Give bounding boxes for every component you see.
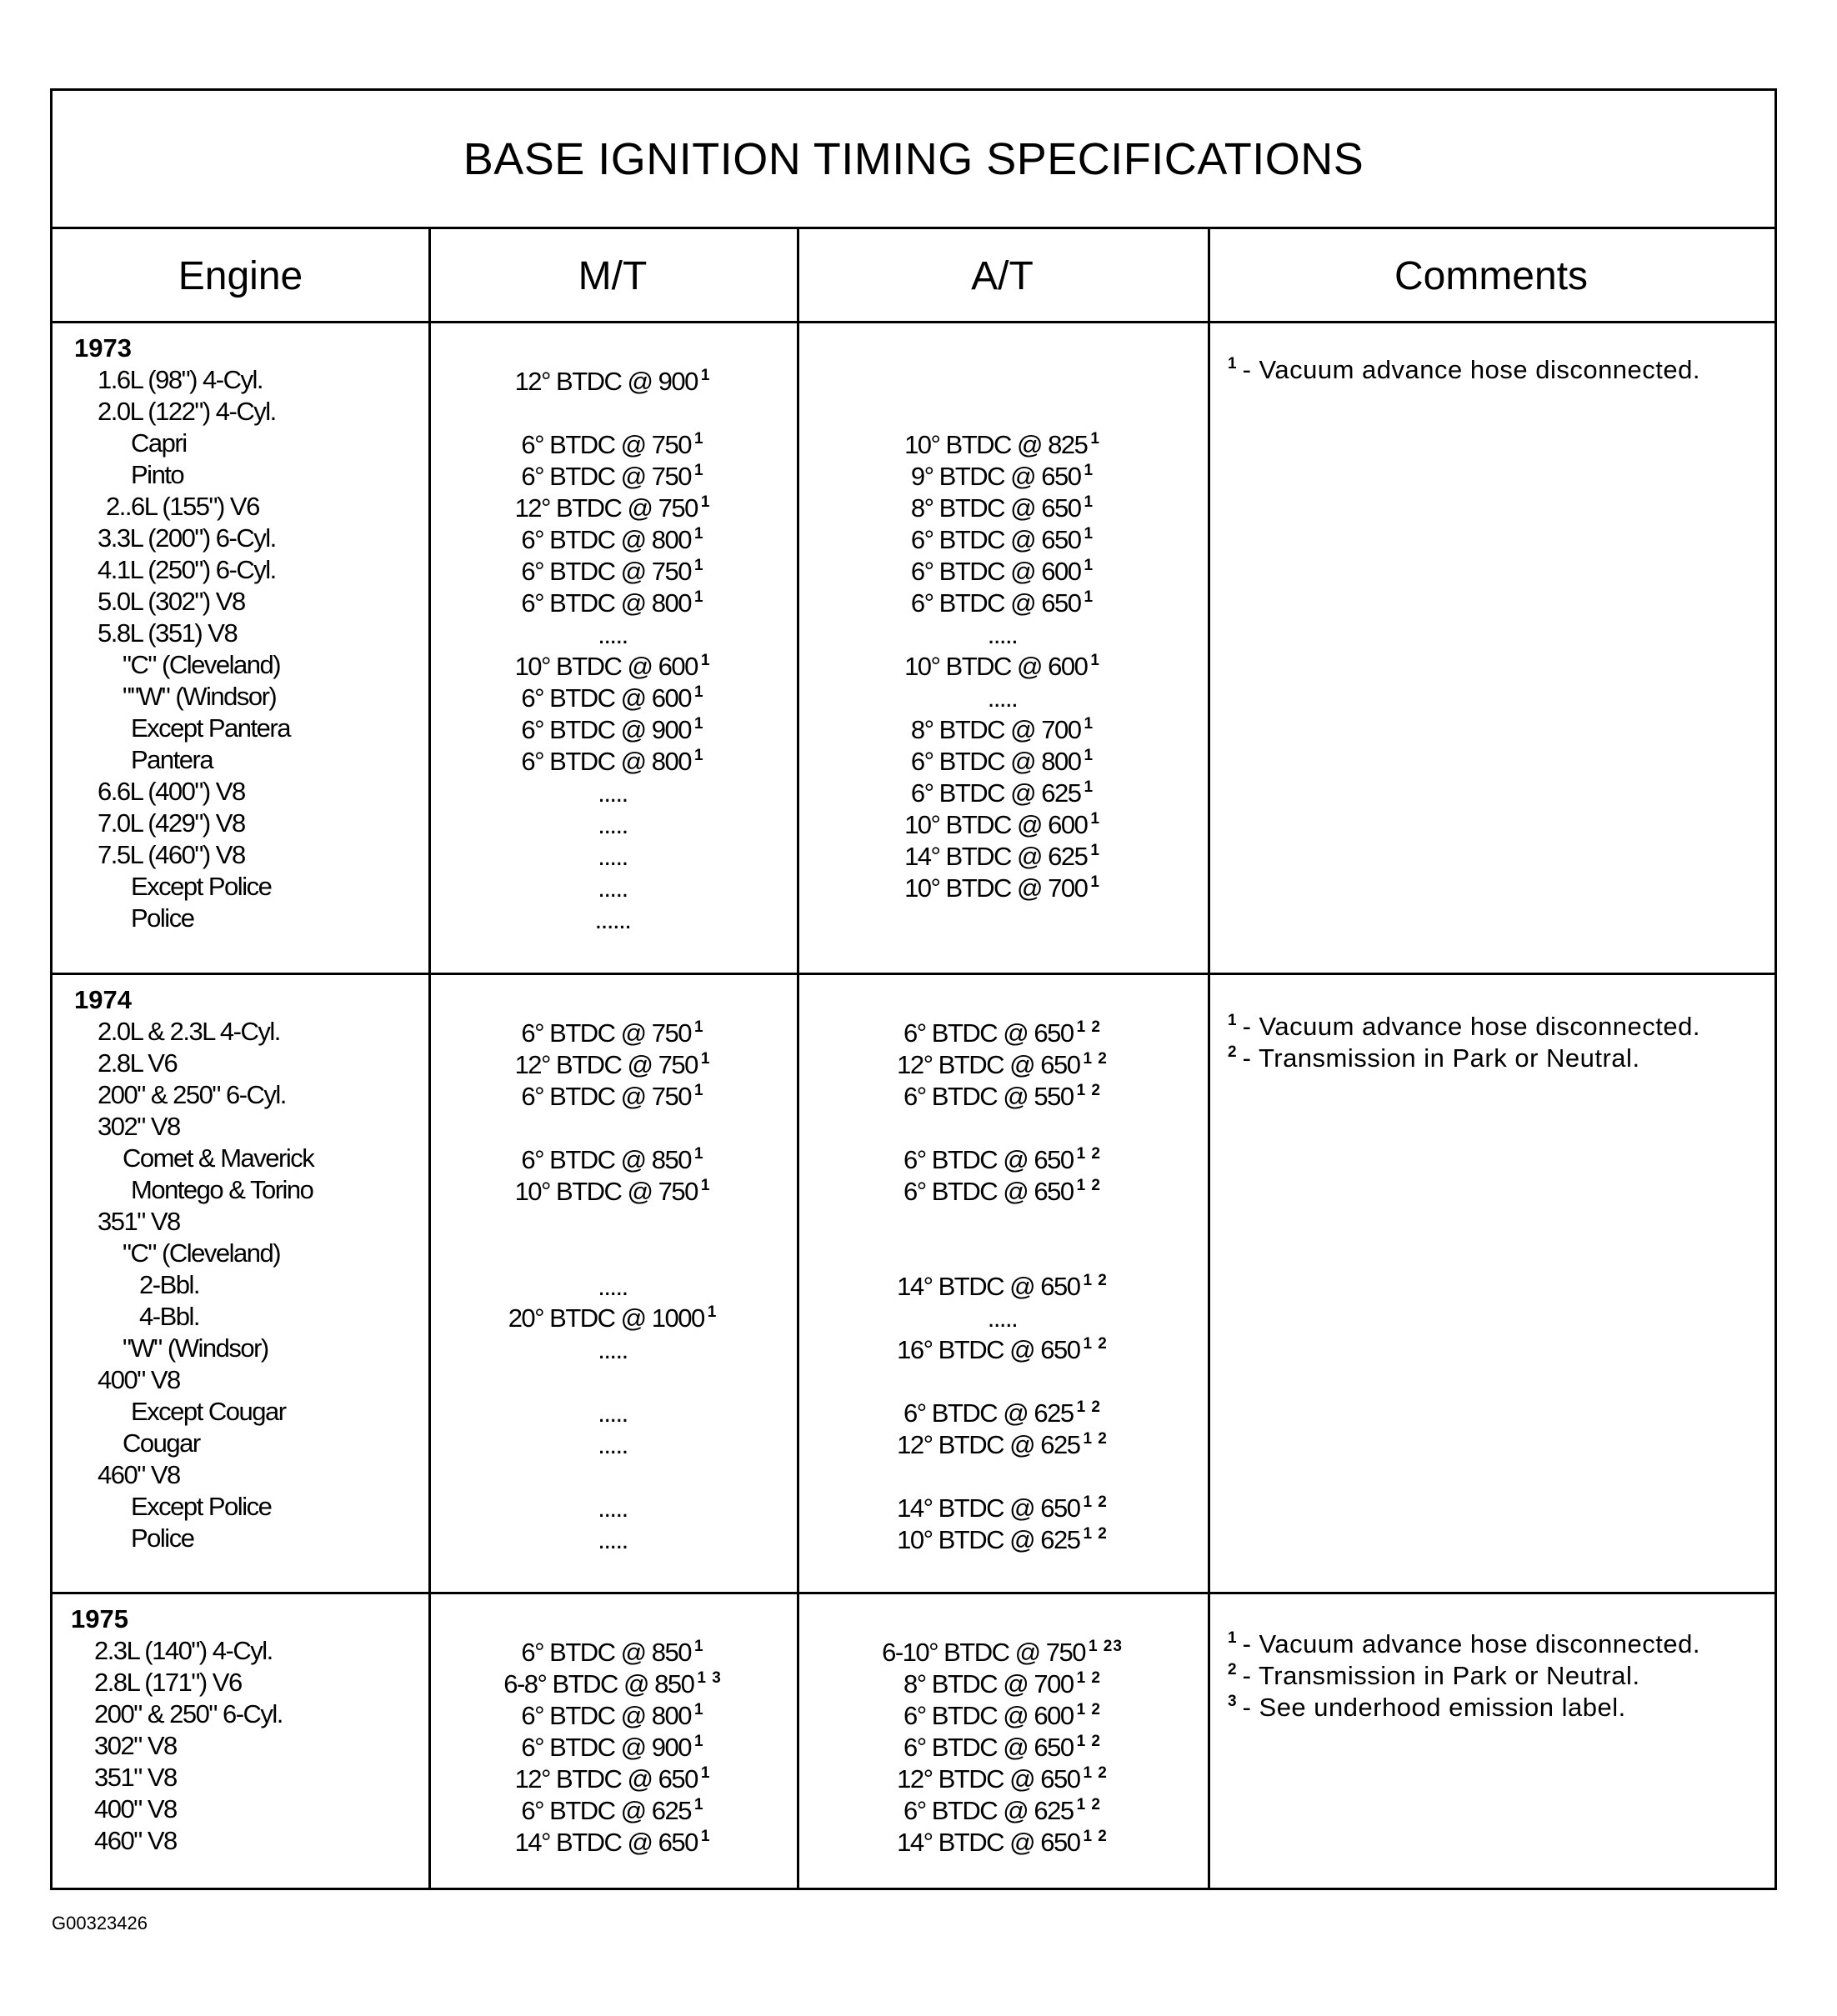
mt-timing-cell [428,429,797,461]
mt-column [428,366,797,936]
mt-timing-value: 6° BTDC @ 900 [521,1733,691,1762]
comment-text: - Vacuum advance hose disconnected. [1242,1012,1700,1041]
mt-timing-cell [428,1429,797,1461]
mt-timing-value: ..... [598,1335,628,1364]
at-timing-cell [797,398,1208,429]
footnote-ref: 1 [700,1177,711,1194]
at-timing-value: 10° BTDC @ 625 [897,1525,1080,1554]
mt-timing-cell [428,1524,797,1556]
at-timing-cell [797,1795,1208,1827]
footnote-ref: 1 [693,1082,704,1099]
mt-timing-cell [428,1827,797,1858]
engine-name: "W" (Windsor) [123,1333,268,1363]
engine-name: 2.3L (140") 4-Cyl. [94,1636,273,1665]
footnote-ref: 1 2 [1083,1828,1108,1845]
at-timing-cell [797,429,1208,461]
mt-timing-cell [428,493,797,524]
engine-name: 460" V8 [98,1460,180,1489]
comments-column [1228,1011,1769,1074]
at-timing-value: 14° BTDC @ 650 [897,1493,1080,1523]
engine-name: 4.1L (250") 6-Cyl. [98,555,276,584]
mt-timing-cell [428,1398,797,1429]
mt-timing-value: 6° BTDC @ 750 [521,557,691,586]
mt-timing-cell [428,1461,797,1493]
footnote-ref: 1 2 [1076,1177,1101,1194]
mt-timing-cell [428,556,797,588]
mt-timing-cell [428,746,797,778]
mt-timing-cell [428,1239,797,1271]
section-divider [53,1592,1774,1594]
engine-name: Police [131,903,194,933]
mt-timing-cell [428,366,797,398]
engine-name: 2..6L (155") V6 [106,492,259,521]
engine-name: 302" V8 [94,1731,177,1760]
at-timing-cell [797,1303,1208,1334]
engine-column [74,333,424,934]
year-label: 1975 [71,1604,128,1633]
footnote-ref: 1 [1090,842,1100,859]
engine-name: 400" V8 [98,1365,180,1394]
mt-timing-cell [428,588,797,619]
at-timing-cell [797,1271,1208,1303]
comment-text: - Transmission in Park or Neutral. [1242,1043,1640,1073]
mt-timing-value: 6° BTDC @ 800 [521,747,691,776]
mt-timing-cell [428,1366,797,1398]
year-label: 1973 [74,333,132,363]
mt-timing-value: 14° BTDC @ 650 [514,1828,698,1857]
comment-note [1228,354,1769,386]
at-timing-cell [797,1700,1208,1732]
at-timing-value: 8° BTDC @ 700 [910,715,1081,744]
at-timing-cell [797,493,1208,524]
engine-name: 7.5L (460") V8 [98,840,245,869]
at-timing-value: 6-10° BTDC @ 750 [882,1638,1085,1667]
footnote-ref: 1 [1084,525,1094,543]
column-divider [1208,229,1210,1888]
mt-timing-value: 6° BTDC @ 750 [521,430,691,459]
at-timing-value: 6° BTDC @ 625 [910,778,1081,808]
footnote-ref: 1 [700,1764,711,1782]
engine-name: 200" & 250" 6-Cyl. [94,1699,283,1728]
at-timing-cell [797,1049,1208,1081]
mt-column [428,1018,797,1556]
mt-timing-value: 10° BTDC @ 600 [514,652,698,681]
footnote-ref: 1 [693,1018,704,1036]
engine-name: Except Cougar [131,1397,286,1426]
engine-name: Montego & Torino [131,1175,313,1204]
mt-timing-cell [428,841,797,873]
mt-timing-value: 10° BTDC @ 750 [514,1177,698,1206]
at-timing-value: 6° BTDC @ 600 [903,1701,1074,1730]
at-timing-value: 6° BTDC @ 800 [910,747,1081,776]
mt-timing-value: 6° BTDC @ 800 [521,588,691,618]
engine-name: 5.0L (302") V8 [98,587,245,616]
mt-timing-cell [428,1763,797,1795]
footnote-ref: 1 [693,462,704,479]
footnote-ref: 1 3 [697,1669,722,1687]
at-column [797,1018,1208,1556]
at-timing-cell [797,841,1208,873]
at-timing-value: 10° BTDC @ 600 [904,810,1088,839]
engine-name: 1.6L (98") 4-Cyl. [98,365,263,394]
at-timing-value: 14° BTDC @ 650 [897,1272,1080,1301]
header-mt: M/T [578,253,648,298]
mt-timing-value: 12° BTDC @ 650 [514,1764,698,1793]
mt-timing-cell [428,1795,797,1827]
at-column [797,366,1208,904]
footnote-ref: 1 2 [1083,1272,1108,1289]
engine-name: 2.0L (122") 4-Cyl. [98,397,276,426]
footnote-ref: 1 [1084,493,1094,511]
footnote-ref: 1 2 [1083,1764,1108,1782]
mt-timing-cell [428,1700,797,1732]
at-timing-value: 6° BTDC @ 650 [903,1733,1074,1762]
at-timing-value: 6° BTDC @ 650 [910,588,1081,618]
at-timing-cell [797,461,1208,493]
mt-timing-value: ..... [598,842,628,871]
at-timing-value: 8° BTDC @ 650 [910,493,1081,523]
mt-timing-cell [428,1144,797,1176]
at-timing-cell [797,588,1208,619]
mt-timing-value: 6° BTDC @ 850 [521,1638,691,1667]
footnote-ref: 1 [693,1733,704,1750]
comment-note [1228,1628,1769,1660]
at-timing-value: 12° BTDC @ 650 [897,1764,1080,1793]
at-timing-cell [797,1732,1208,1763]
title-row [53,91,1774,229]
engine-name: "C" (Cleveland) [123,650,281,679]
at-timing-cell [797,1334,1208,1366]
footnote-ref: 1 23 [1088,1638,1123,1655]
at-timing-value: 12° BTDC @ 650 [897,1050,1080,1079]
engine-name: 302" V8 [98,1112,180,1141]
footnote-ref: 1 [700,1050,711,1068]
mt-timing-value: 12° BTDC @ 900 [514,367,698,396]
engine-name: Comet & Maverick [123,1143,314,1173]
comment-note [1228,1692,1769,1723]
at-timing-cell [797,651,1208,683]
mt-timing-cell [428,1668,797,1700]
footnote-ref: 1 [693,557,704,574]
footnote-ref: 1 2 [1083,1430,1108,1448]
comment-note [1228,1043,1769,1074]
footnote-ref: 1 [700,652,711,669]
mt-timing-cell [428,1732,797,1763]
header-engine: Engine [178,253,303,298]
at-timing-value: 10° BTDC @ 700 [904,873,1088,903]
footnote-ref: 1 2 [1083,1335,1108,1353]
mt-timing-value: 6° BTDC @ 900 [521,715,691,744]
mt-timing-value: 6-8° BTDC @ 850 [503,1669,694,1698]
footnote-ref: 1 [693,1701,704,1718]
at-timing-value: 9° BTDC @ 650 [910,462,1081,491]
footnote-ref: 1 [693,525,704,543]
header-at: A/T [971,253,1034,298]
footnote-marker: 1 [1228,355,1238,373]
footnote-ref: 1 [693,747,704,764]
engine-name: Pinto [131,460,184,489]
mt-timing-cell [428,1176,797,1208]
mt-timing-value: 6° BTDC @ 800 [521,525,691,554]
engine-name: Except Pantera [131,713,290,743]
at-timing-cell [797,1113,1208,1144]
footnote-ref: 1 [700,493,711,511]
footnote-ref: 1 [1084,747,1094,764]
footnote-ref: 1 [693,715,704,733]
at-timing-cell [797,1239,1208,1271]
mt-timing-value: ...... [594,905,631,934]
at-timing-cell [797,1461,1208,1493]
at-timing-value: 10° BTDC @ 600 [904,652,1088,681]
at-timing-value: 8° BTDC @ 700 [903,1669,1074,1698]
mt-timing-cell [428,1637,797,1668]
mt-timing-cell [428,398,797,429]
at-timing-cell [797,619,1208,651]
footnote-ref: 1 [693,1796,704,1813]
engine-name: Police [131,1523,194,1553]
footnote-marker: 2 [1228,1661,1238,1678]
mt-timing-cell [428,873,797,904]
engine-name: 4-Bbl. [139,1302,199,1331]
section-divider [53,973,1774,975]
mt-timing-value: 6° BTDC @ 750 [521,1018,691,1048]
mt-timing-value: ..... [598,1525,628,1554]
comment-text: - Vacuum advance hose disconnected. [1242,355,1700,384]
at-timing-value: 6° BTDC @ 650 [910,525,1081,554]
mt-timing-cell [428,1334,797,1366]
footnote-ref: 1 [693,430,704,448]
at-timing-value: ..... [987,1303,1018,1333]
footnote-ref: 1 [693,1638,704,1655]
footnote-ref: 1 [1090,430,1100,448]
at-timing-cell [797,714,1208,746]
mt-timing-value: 6° BTDC @ 750 [521,462,691,491]
mt-timing-value: 6° BTDC @ 800 [521,1701,691,1730]
mt-timing-value: ..... [598,873,628,903]
mt-timing-cell [428,683,797,714]
comment-text: - Vacuum advance hose disconnected. [1242,1629,1700,1658]
footnote-ref: 1 [1084,462,1094,479]
year-label: 1974 [74,985,132,1014]
footnote-marker: 3 [1228,1693,1238,1710]
at-timing-value: 6° BTDC @ 650 [903,1177,1074,1206]
at-timing-cell [797,1144,1208,1176]
at-timing-value: 12° BTDC @ 625 [897,1430,1080,1459]
mt-timing-value: ..... [598,1398,628,1428]
table-title: BASE IGNITION TIMING SPECIFICATIONS [463,133,1364,184]
mt-timing-value: 6° BTDC @ 600 [521,683,691,713]
footnote-ref: 1 2 [1076,1669,1101,1687]
footnote-ref: 1 2 [1083,1050,1108,1068]
at-timing-cell [797,746,1208,778]
mt-column [428,1637,797,1858]
footnote-ref: 1 2 [1076,1018,1101,1036]
at-timing-value: 6° BTDC @ 625 [903,1398,1074,1428]
at-timing-cell [797,1637,1208,1668]
mt-timing-cell [428,1049,797,1081]
engine-name: 2.8L V6 [98,1048,178,1078]
engine-name: 3.3L (200") 6-Cyl. [98,523,276,553]
at-timing-cell [797,1398,1208,1429]
footnote-ref: 1 [1084,588,1094,606]
mt-timing-value: ..... [598,620,628,649]
mt-timing-value: 12° BTDC @ 750 [514,493,698,523]
at-timing-cell [797,1176,1208,1208]
engine-name: 400" V8 [94,1794,177,1823]
mt-timing-value: ..... [598,1430,628,1459]
engine-name: Except Police [131,872,272,901]
at-timing-cell [797,366,1208,398]
engine-column [71,1603,421,1857]
mt-timing-value: 20° BTDC @ 1000 [508,1303,704,1333]
footnote-marker: 2 [1228,1043,1238,1061]
comment-text: - Transmission in Park or Neutral. [1242,1661,1640,1690]
at-timing-cell [797,556,1208,588]
mt-timing-cell [428,778,797,809]
timing-spec-table [50,88,1777,1890]
mt-timing-value: ..... [598,1272,628,1301]
at-timing-cell [797,1366,1208,1398]
mt-timing-cell [428,714,797,746]
engine-name: Capri [131,428,187,458]
at-timing-cell [797,873,1208,904]
at-timing-cell [797,1763,1208,1795]
mt-timing-cell [428,1493,797,1524]
mt-timing-value: ..... [598,778,628,808]
engine-column [74,984,424,1554]
footnote-ref: 1 [700,367,711,384]
mt-timing-value: 6° BTDC @ 750 [521,1082,691,1111]
mt-timing-cell [428,1271,797,1303]
footnote-marker: 1 [1228,1629,1238,1647]
engine-name: "C" (Cleveland) [123,1238,281,1268]
footnote-ref: 1 [693,1145,704,1163]
figure-id: G00323426 [52,1913,148,1933]
mt-timing-cell [428,1081,797,1113]
at-timing-value: 6° BTDC @ 550 [903,1082,1074,1111]
at-timing-value: 6° BTDC @ 625 [903,1796,1074,1825]
footnote-ref: 1 2 [1076,1082,1101,1099]
at-timing-value: 14° BTDC @ 650 [897,1828,1080,1857]
footnote-ref: 1 [693,683,704,701]
comment-note [1228,1660,1769,1692]
at-timing-cell [797,1493,1208,1524]
engine-name: 2-Bbl. [139,1270,199,1299]
engine-name: 460" V8 [94,1826,177,1855]
footnote-ref: 1 2 [1083,1525,1108,1543]
engine-name: 5.8L (351) V8 [98,618,238,648]
comments-column [1228,1628,1769,1723]
at-timing-cell [797,1827,1208,1858]
at-timing-cell [797,1524,1208,1556]
at-timing-value: ..... [987,683,1018,713]
comment-text: - See underhood emission label. [1242,1693,1626,1722]
footnote-ref: 1 [1084,778,1094,796]
mt-timing-cell [428,1018,797,1049]
footnote-ref: 1 [1090,652,1100,669]
engine-name: 2.0L & 2.3L 4-Cyl. [98,1017,280,1046]
engine-name: 2.8L (171") V6 [94,1668,242,1697]
engine-name: 6.6L (400") V8 [98,777,245,806]
footnote-ref: 1 2 [1076,1796,1101,1813]
at-timing-cell [797,1668,1208,1700]
mt-timing-value: 12° BTDC @ 750 [514,1050,698,1079]
header-comments: Comments [1394,253,1589,298]
mt-timing-cell [428,524,797,556]
mt-timing-cell [428,461,797,493]
at-timing-value: 6° BTDC @ 650 [903,1145,1074,1174]
at-timing-cell [797,1208,1208,1239]
engine-name: Cougar [123,1428,200,1458]
at-timing-cell [797,1429,1208,1461]
at-timing-cell [797,1018,1208,1049]
footnote-marker: 1 [1228,1012,1238,1029]
mt-timing-cell [428,1208,797,1239]
at-column [797,1637,1208,1858]
mt-timing-value: 6° BTDC @ 625 [521,1796,691,1825]
at-timing-cell [797,1081,1208,1113]
footnote-ref: 1 2 [1083,1493,1108,1511]
at-timing-value: 6° BTDC @ 650 [903,1018,1074,1048]
footnote-ref: 1 2 [1076,1733,1101,1750]
engine-name: Except Police [131,1492,272,1521]
mt-timing-value: ..... [598,810,628,839]
engine-name: Pantera [131,745,213,774]
footnote-ref: 1 [707,1303,718,1321]
footnote-ref: 1 [1084,557,1094,574]
mt-timing-cell [428,904,797,936]
footnote-ref: 1 [700,1828,711,1845]
mt-timing-cell [428,809,797,841]
footnote-ref: 1 2 [1076,1701,1101,1718]
mt-timing-value: ..... [598,1493,628,1523]
engine-name: 7.0L (429") V8 [98,808,245,838]
engine-name: ""W" (Windsor) [123,682,277,711]
at-timing-value: ..... [987,620,1018,649]
footnote-ref: 1 [1090,873,1100,891]
at-timing-cell [797,809,1208,841]
at-timing-value: 6° BTDC @ 600 [910,557,1081,586]
footnote-ref: 1 2 [1076,1145,1101,1163]
footnote-ref: 1 2 [1076,1398,1101,1416]
engine-name: 200" & 250" 6-Cyl. [98,1080,286,1109]
mt-timing-cell [428,651,797,683]
comments-column [1228,354,1769,386]
at-timing-value: 14° BTDC @ 625 [904,842,1088,871]
mt-timing-cell [428,1113,797,1144]
at-timing-cell [797,524,1208,556]
footnote-ref: 1 [1090,810,1100,828]
at-timing-cell [797,683,1208,714]
comment-note [1228,1011,1769,1043]
mt-timing-cell [428,619,797,651]
footnote-ref: 1 [1084,715,1094,733]
mt-timing-cell [428,1303,797,1334]
at-timing-value: 16° BTDC @ 650 [897,1335,1080,1364]
engine-name: 351" V8 [94,1763,177,1792]
at-timing-cell [797,778,1208,809]
mt-timing-value: 6° BTDC @ 850 [521,1145,691,1174]
engine-name: 351" V8 [98,1207,180,1236]
footnote-ref: 1 [693,588,704,606]
at-timing-value: 10° BTDC @ 825 [904,430,1088,459]
